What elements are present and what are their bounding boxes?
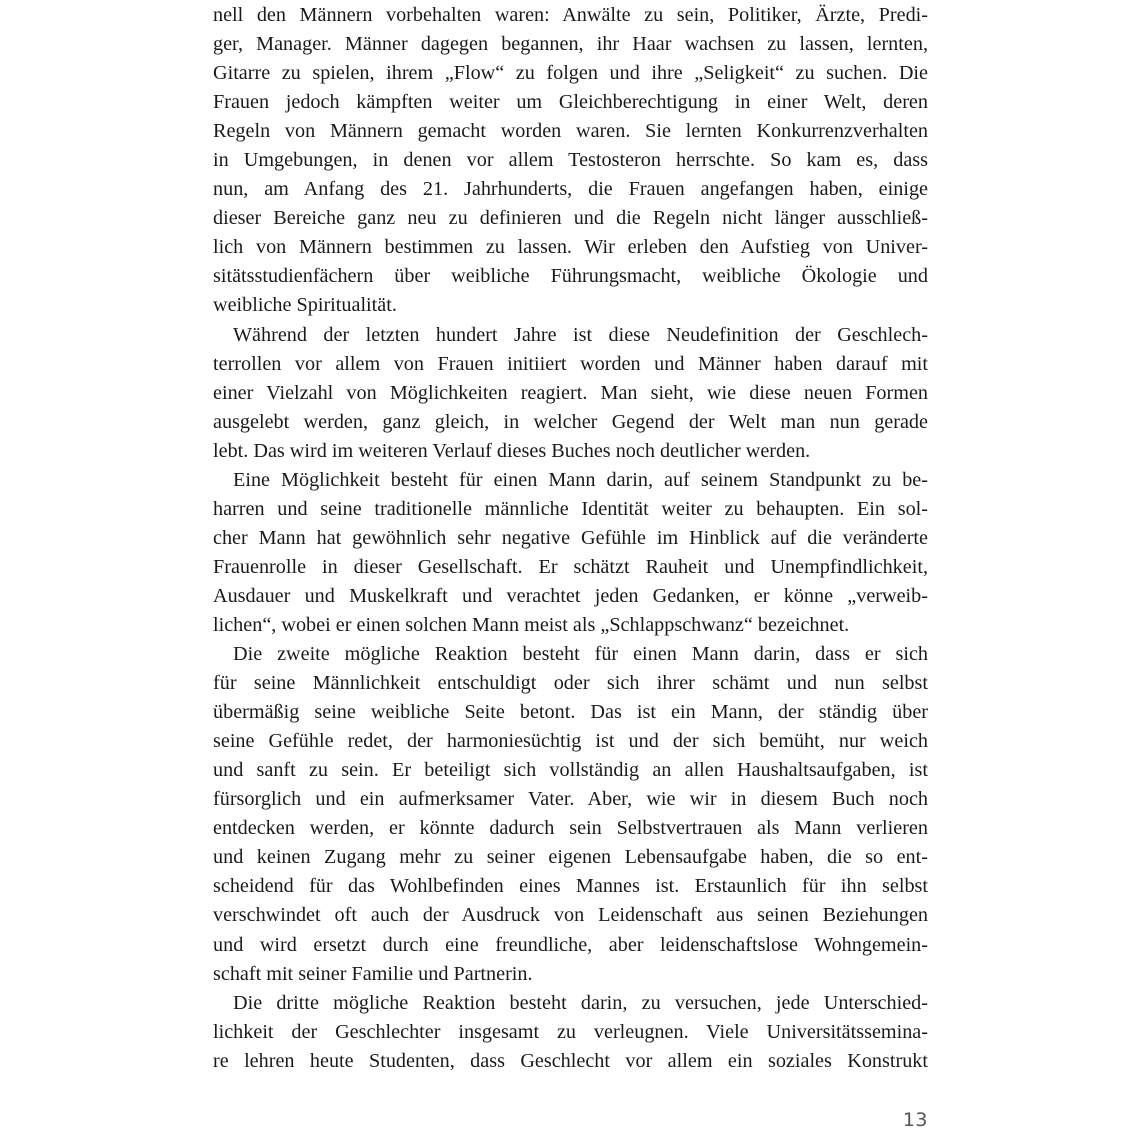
text-line: cher Mann hat gewöhnlich sehr negative Gefühle im Hinblick auf die veränderte xyxy=(213,526,928,549)
paragraph-1 xyxy=(213,1,928,321)
text-line: lebt. Das wird im weiteren Verlauf dieses Buches noch deutlicher werden. xyxy=(213,439,811,462)
text-line: fürsorglich und ein aufmerksamer Vater. Aber, wie wir in diesem Buch noch xyxy=(213,788,928,811)
text-line: lichen“, wobei er einen solchen Mann meist als „Schlappschwanz“ bezeichnet. xyxy=(213,613,850,636)
paragraph-3 xyxy=(213,466,928,640)
text-line: entdecken werden, er könnte dadurch sein Selbstvertrauen als Mann verlieren xyxy=(213,817,928,840)
page-number: 13 xyxy=(902,1109,928,1131)
text-line: terrollen vor allem von Frauen initiiert worden und Männer haben darauf mit xyxy=(213,352,928,375)
text-line: lich von Männern bestimmen zu lassen. Wir erleben den Aufstieg von Univer- xyxy=(213,236,928,259)
text-line: harren und seine traditionelle männliche Identität weiter zu behaupten. Ein sol- xyxy=(213,497,928,520)
book-page xyxy=(213,0,928,1137)
text-line: und wird ersetzt durch eine freundliche, aber leidenschaftslose Wohngemein- xyxy=(213,933,928,956)
text-line: in Umgebungen, in denen vor allem Testosteron herrschte. So kam es, dass xyxy=(213,149,928,172)
text-line: Die dritte mögliche Reaktion besteht darin, zu versuchen, jede Unterschied- xyxy=(233,991,928,1014)
paragraph-4 xyxy=(213,640,928,989)
text-line: verschwindet oft auch der Ausdruck von Leidenschaft aus seinen Beziehungen xyxy=(213,904,928,927)
text-line: re lehren heute Studenten, dass Geschlecht vor allem ein soziales Konstrukt xyxy=(213,1049,928,1072)
paragraph-2 xyxy=(213,321,928,466)
text-line: Während der letzten hundert Jahre ist diese Neudefinition der Geschlech- xyxy=(233,323,928,346)
text-line: sitätsstudienfächern über weibliche Führungsmacht, weibliche Ökologie und xyxy=(213,265,928,288)
paragraph-5 xyxy=(213,989,928,1076)
text-line: nun, am Anfang des 21. Jahrhunderts, die Frauen angefangen haben, einige xyxy=(213,178,928,201)
text-line: weibliche Spiritualität. xyxy=(213,294,397,317)
text-line: Ausdauer und Muskelkraft und verachtet jeden Gedanken, er könne „verweib- xyxy=(213,584,928,607)
text-line: Frauen jedoch kämpften weiter um Gleichberechtigung in einer Welt, deren xyxy=(213,91,928,114)
text-line: Frauenrolle in dieser Gesellschaft. Er schätzt Rauheit und Unempfindlichkeit, xyxy=(213,555,928,578)
text-line: Eine Möglichkeit besteht für einen Mann darin, auf seinem Standpunkt zu be- xyxy=(233,468,928,491)
text-line: Die zweite mögliche Reaktion besteht für einen Mann darin, dass er sich xyxy=(233,643,928,666)
text-line: für seine Männlichkeit entschuldigt oder sich ihrer schämt und nun selbst xyxy=(213,672,928,695)
text-line: schaft mit seiner Familie und Partnerin. xyxy=(213,962,533,985)
text-line: ausgelebt werden, ganz gleich, in welcher Gegend der Welt man nun gerade xyxy=(213,410,928,433)
text-line: Gitarre zu spielen, ihrem „Flow“ zu folgen und ihre „Seligkeit“ zu suchen. Die xyxy=(213,62,928,85)
text-line: seine Gefühle redet, der harmoniesüchtig ist und der sich bemüht, nur weich xyxy=(213,730,928,753)
text-line: übermäßig seine weibliche Seite betont. Das ist ein Mann, der ständig über xyxy=(213,701,928,724)
text-line: einer Vielzahl von Möglichkeiten reagiert. Man sieht, wie diese neuen Formen xyxy=(213,381,928,404)
text-line: und keinen Zugang mehr zu seiner eigenen Lebensaufgabe haben, die so ent- xyxy=(213,846,928,869)
text-line: und sanft zu sein. Er beteiligt sich vollständig an allen Haushaltsaufgaben, ist xyxy=(213,759,928,782)
body-text xyxy=(213,1,928,1076)
text-line: scheidend für das Wohlbefinden eines Mannes ist. Erstaunlich für ihn selbst xyxy=(213,875,928,898)
text-line: ger, Manager. Männer dagegen begannen, ihr Haar wachsen zu lassen, lernten, xyxy=(213,33,928,56)
text-line: nell den Männern vorbehalten waren: Anwälte zu sein, Politiker, Ärzte, Predi- xyxy=(213,4,928,26)
text-line: Regeln von Männern gemacht worden waren. Sie lernten Konkurrenzverhalten xyxy=(213,120,928,143)
text-line: dieser Bereiche ganz neu zu definieren und die Regeln nicht länger ausschließ- xyxy=(213,207,928,230)
text-line: lichkeit der Geschlechter insgesamt zu verleugnen. Viele Universitätsseminа- xyxy=(213,1020,928,1043)
